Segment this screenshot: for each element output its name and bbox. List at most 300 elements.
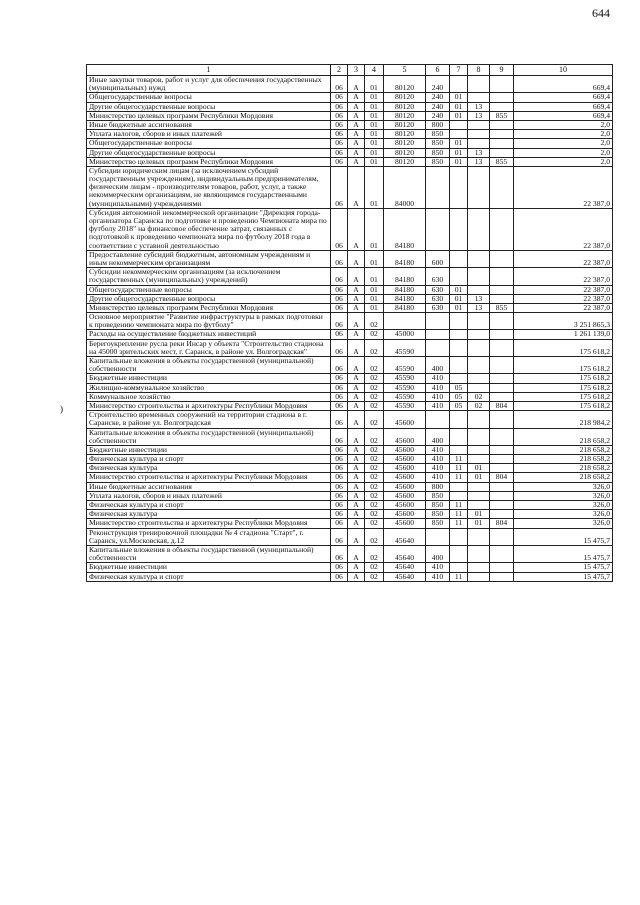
code-ministry-cell	[490, 563, 514, 572]
row-name-cell: Иные бюджетные ассигнования	[87, 482, 331, 491]
row-name-cell: Министерство строительства и архитектуры Республики Мордовия	[87, 401, 331, 410]
row-name-cell: Капитальные вложения в объекты государственной (муниципальной) собственности	[87, 428, 331, 445]
code-expense-type-cell	[426, 330, 450, 339]
code-subsection-cell	[468, 313, 490, 330]
code-section-cell: 01	[450, 102, 468, 111]
code-section-cell	[450, 166, 468, 208]
table-row	[87, 120, 613, 129]
code-event-cell: 02	[365, 313, 384, 330]
page-number: 644	[592, 6, 610, 20]
row-name-cell: Бюджетные инвестиции	[87, 445, 331, 454]
amount-cell: 22 387,0	[514, 268, 613, 285]
amount-cell: 15 475,7	[514, 563, 613, 572]
code-subsection-cell	[468, 93, 490, 102]
code-subsection-cell: 02	[468, 392, 490, 401]
code-subsection-cell: 13	[468, 148, 490, 157]
code-subsection-cell	[468, 166, 490, 208]
code-section-cell: 01	[450, 139, 468, 148]
row-name-cell: Берегоукрепление русла реки Инсар у объекта "Строительство стадиона на 45000 зрительских мест, г. Саранск, в районе ул. Волгоградская"	[87, 339, 331, 356]
code-ministry-cell	[490, 285, 514, 294]
code-section-cell	[450, 76, 468, 93]
code-event-cell: 02	[365, 455, 384, 464]
column-header: 8	[468, 65, 490, 76]
table-row	[87, 510, 613, 519]
code-event-cell: 02	[365, 519, 384, 528]
code-expense-type-cell: 410	[426, 473, 450, 482]
table-row	[87, 374, 613, 383]
code-event-cell: 02	[365, 572, 384, 581]
code-ministry-cell	[490, 330, 514, 339]
row-name-cell: Уплата налогов, сборов и иных платежей	[87, 491, 331, 500]
amount-cell: 326,0	[514, 482, 613, 491]
code-subprogram-cell: А	[348, 482, 365, 491]
code-expense-type-cell: 600	[426, 250, 450, 267]
table-row	[87, 285, 613, 294]
code-expense-type-cell	[426, 528, 450, 545]
code-direction-cell: 45600	[384, 445, 426, 454]
code-subprogram-cell: А	[348, 166, 365, 208]
code-subprogram-cell: А	[348, 250, 365, 267]
code-expense-type-cell	[426, 411, 450, 428]
code-subprogram-cell: А	[348, 330, 365, 339]
code-subprogram-cell: А	[348, 445, 365, 454]
code-program-cell: 06	[331, 401, 348, 410]
row-name-cell: Другие общегосударственные вопросы	[87, 294, 331, 303]
row-name-cell: Субсидии юридическим лицам (за исключением субсидий государственным учреждениям), индивидуальным предпринимателям, физическим лицам - производителям товаров, работ, услуг, а также некоммерческим организациям, не являющимся государственными (муниципальными) учреждениями	[87, 166, 331, 208]
code-program-cell: 06	[331, 313, 348, 330]
code-event-cell: 02	[365, 464, 384, 473]
code-event-cell: 02	[365, 510, 384, 519]
column-header: 6	[426, 65, 450, 76]
code-expense-type-cell: 800	[426, 120, 450, 129]
code-event-cell: 01	[365, 250, 384, 267]
table-row	[87, 303, 613, 312]
code-subsection-cell	[468, 130, 490, 139]
row-name-cell: Субсидии некоммерческим организациям (за исключением государственных (муниципальных) учреждений)	[87, 268, 331, 285]
code-section-cell: 01	[450, 93, 468, 102]
code-ministry-cell	[490, 464, 514, 473]
code-event-cell: 01	[365, 130, 384, 139]
code-program-cell: 06	[331, 250, 348, 267]
amount-cell: 3 251 865,3	[514, 313, 613, 330]
code-program-cell: 06	[331, 148, 348, 157]
row-name-cell: Министерство целевых программ Республики Мордовия	[87, 157, 331, 166]
row-name-cell: Физическая культура и спорт	[87, 572, 331, 581]
code-expense-type-cell: 410	[426, 374, 450, 383]
row-name-cell: Капитальные вложения в объекты государственной (муниципальной) собственности	[87, 357, 331, 374]
code-expense-type-cell: 410	[426, 445, 450, 454]
code-expense-type-cell: 850	[426, 157, 450, 166]
code-program-cell: 06	[331, 339, 348, 356]
amount-cell: 218 658,2	[514, 445, 613, 454]
code-event-cell: 01	[365, 76, 384, 93]
code-program-cell: 06	[331, 428, 348, 445]
code-ministry-cell	[490, 428, 514, 445]
code-subprogram-cell: А	[348, 383, 365, 392]
code-direction-cell: 84180	[384, 208, 426, 250]
row-name-cell: Физическая культура и спорт	[87, 501, 331, 510]
amount-cell: 1 261 139,0	[514, 330, 613, 339]
amount-cell: 326,0	[514, 510, 613, 519]
amount-cell: 669,4	[514, 76, 613, 93]
code-direction-cell: 45590	[384, 374, 426, 383]
code-section-cell	[450, 120, 468, 129]
code-program-cell: 06	[331, 392, 348, 401]
code-subsection-cell	[468, 501, 490, 510]
row-name-cell: Другие общегосударственные вопросы	[87, 148, 331, 157]
code-subprogram-cell: А	[348, 313, 365, 330]
code-section-cell: 01	[450, 294, 468, 303]
code-direction-cell: 80120	[384, 157, 426, 166]
code-ministry-cell	[490, 383, 514, 392]
table-header-row	[87, 65, 613, 76]
code-program-cell: 06	[331, 445, 348, 454]
code-program-cell: 06	[331, 357, 348, 374]
code-section-cell: 01	[450, 303, 468, 312]
code-subsection-cell	[468, 339, 490, 356]
amount-cell: 22 387,0	[514, 285, 613, 294]
amount-cell: 218 984,2	[514, 411, 613, 428]
code-section-cell: 05	[450, 392, 468, 401]
amount-cell: 175 618,2	[514, 357, 613, 374]
code-section-cell: 05	[450, 383, 468, 392]
code-section-cell: 11	[450, 519, 468, 528]
code-expense-type-cell: 850	[426, 491, 450, 500]
code-direction-cell: 45600	[384, 501, 426, 510]
code-subsection-cell	[468, 491, 490, 500]
table-row	[87, 130, 613, 139]
code-expense-type-cell: 630	[426, 268, 450, 285]
code-subsection-cell	[468, 250, 490, 267]
code-subprogram-cell: А	[348, 572, 365, 581]
code-section-cell	[450, 563, 468, 572]
code-program-cell: 06	[331, 139, 348, 148]
code-direction-cell: 80120	[384, 93, 426, 102]
code-subsection-cell	[468, 445, 490, 454]
code-subsection-cell: 01	[468, 464, 490, 473]
code-section-cell	[450, 250, 468, 267]
code-direction-cell: 45590	[384, 392, 426, 401]
column-header: 4	[365, 65, 384, 76]
code-program-cell: 06	[331, 268, 348, 285]
code-direction-cell: 45600	[384, 510, 426, 519]
code-expense-type-cell: 410	[426, 563, 450, 572]
code-subsection-cell	[468, 120, 490, 129]
code-ministry-cell	[490, 455, 514, 464]
code-subsection-cell	[468, 572, 490, 581]
code-expense-type-cell	[426, 166, 450, 208]
code-program-cell: 06	[331, 294, 348, 303]
code-direction-cell: 45590	[384, 357, 426, 374]
code-subprogram-cell: А	[348, 455, 365, 464]
amount-cell: 326,0	[514, 501, 613, 510]
code-direction-cell: 45600	[384, 519, 426, 528]
margin-mark: )	[60, 404, 63, 414]
code-subsection-cell: 01	[468, 473, 490, 482]
code-event-cell: 01	[365, 294, 384, 303]
code-expense-type-cell: 410	[426, 383, 450, 392]
row-name-cell: Общегосударственные вопросы	[87, 285, 331, 294]
code-event-cell: 02	[365, 545, 384, 562]
code-expense-type-cell: 410	[426, 572, 450, 581]
code-expense-type-cell: 240	[426, 93, 450, 102]
code-direction-cell: 45640	[384, 572, 426, 581]
code-subprogram-cell: А	[348, 428, 365, 445]
code-direction-cell: 45600	[384, 455, 426, 464]
code-section-cell: 11	[450, 455, 468, 464]
code-subsection-cell: 13	[468, 157, 490, 166]
table-row	[87, 445, 613, 454]
code-program-cell: 06	[331, 102, 348, 111]
row-name-cell: Уплата налогов, сборов и иных платежей	[87, 130, 331, 139]
code-subsection-cell	[468, 330, 490, 339]
code-subprogram-cell: А	[348, 392, 365, 401]
code-event-cell: 02	[365, 383, 384, 392]
table-row	[87, 76, 613, 93]
code-event-cell: 02	[365, 482, 384, 491]
code-expense-type-cell: 850	[426, 148, 450, 157]
code-subsection-cell	[468, 411, 490, 428]
amount-cell: 15 475,7	[514, 528, 613, 545]
table-row	[87, 357, 613, 374]
code-program-cell: 06	[331, 572, 348, 581]
code-event-cell: 02	[365, 357, 384, 374]
amount-cell: 22 387,0	[514, 303, 613, 312]
code-subprogram-cell: А	[348, 93, 365, 102]
code-expense-type-cell: 400	[426, 357, 450, 374]
code-subprogram-cell: А	[348, 148, 365, 157]
row-name-cell: Министерство строительства и архитектуры Республики Мордовия	[87, 473, 331, 482]
code-subprogram-cell: А	[348, 208, 365, 250]
code-direction-cell: 80120	[384, 76, 426, 93]
code-direction-cell: 45640	[384, 563, 426, 572]
code-program-cell: 06	[331, 330, 348, 339]
table-row	[87, 411, 613, 428]
table-row	[87, 464, 613, 473]
code-direction-cell: 45600	[384, 428, 426, 445]
row-name-cell: Общегосударственные вопросы	[87, 93, 331, 102]
amount-cell: 2,0	[514, 157, 613, 166]
table-row	[87, 482, 613, 491]
code-subsection-cell	[468, 374, 490, 383]
code-expense-type-cell: 240	[426, 76, 450, 93]
code-subsection-cell	[468, 139, 490, 148]
amount-cell: 2,0	[514, 130, 613, 139]
code-ministry-cell	[490, 130, 514, 139]
code-ministry-cell: 855	[490, 111, 514, 120]
code-event-cell: 02	[365, 339, 384, 356]
column-header: 2	[331, 65, 348, 76]
code-expense-type-cell: 240	[426, 102, 450, 111]
row-name-cell: Предоставление субсидий бюджетным, автономным учреждениям и иным некоммерческим организациям	[87, 250, 331, 267]
row-name-cell: Жилищно-коммунальное хозяйство	[87, 383, 331, 392]
code-direction-cell: 84000	[384, 166, 426, 208]
code-ministry-cell	[490, 208, 514, 250]
amount-cell: 2,0	[514, 139, 613, 148]
amount-cell: 218 658,2	[514, 464, 613, 473]
code-ministry-cell: 804	[490, 401, 514, 410]
code-subprogram-cell: А	[348, 303, 365, 312]
amount-cell: 15 475,7	[514, 545, 613, 562]
code-program-cell: 06	[331, 157, 348, 166]
code-expense-type-cell: 850	[426, 130, 450, 139]
row-name-cell: Коммунальное хозяйство	[87, 392, 331, 401]
code-ministry-cell	[490, 545, 514, 562]
code-subsection-cell	[468, 285, 490, 294]
code-event-cell: 01	[365, 285, 384, 294]
table-row	[87, 501, 613, 510]
code-section-cell: 01	[450, 157, 468, 166]
code-ministry-cell	[490, 392, 514, 401]
code-ministry-cell	[490, 120, 514, 129]
code-section-cell: 11	[450, 464, 468, 473]
code-ministry-cell	[490, 491, 514, 500]
code-program-cell: 06	[331, 374, 348, 383]
code-expense-type-cell: 410	[426, 392, 450, 401]
code-ministry-cell	[490, 76, 514, 93]
code-subsection-cell: 13	[468, 303, 490, 312]
code-direction-cell: 45600	[384, 473, 426, 482]
code-event-cell: 02	[365, 374, 384, 383]
code-event-cell: 02	[365, 392, 384, 401]
code-section-cell	[450, 445, 468, 454]
code-program-cell: 06	[331, 303, 348, 312]
code-subprogram-cell: А	[348, 76, 365, 93]
code-section-cell: 05	[450, 401, 468, 410]
code-ministry-cell	[490, 250, 514, 267]
code-section-cell	[450, 330, 468, 339]
code-ministry-cell	[490, 411, 514, 428]
table-row	[87, 428, 613, 445]
code-subsection-cell	[468, 357, 490, 374]
code-ministry-cell: 855	[490, 157, 514, 166]
code-ministry-cell	[490, 482, 514, 491]
code-expense-type-cell	[426, 208, 450, 250]
code-section-cell	[450, 482, 468, 491]
code-section-cell	[450, 411, 468, 428]
code-ministry-cell: 855	[490, 303, 514, 312]
code-event-cell: 02	[365, 411, 384, 428]
code-section-cell	[450, 357, 468, 374]
code-program-cell: 06	[331, 519, 348, 528]
column-header: 1	[87, 65, 331, 76]
table-row	[87, 545, 613, 562]
code-section-cell	[450, 313, 468, 330]
amount-cell: 669,4	[514, 111, 613, 120]
row-name-cell: Министерство целевых программ Республики Мордовия	[87, 303, 331, 312]
table-row	[87, 572, 613, 581]
code-event-cell: 01	[365, 148, 384, 157]
table-row	[87, 166, 613, 208]
column-header: 3	[348, 65, 365, 76]
code-subprogram-cell: А	[348, 120, 365, 129]
code-program-cell: 06	[331, 501, 348, 510]
code-event-cell: 02	[365, 491, 384, 500]
code-event-cell: 01	[365, 120, 384, 129]
code-subprogram-cell: А	[348, 519, 365, 528]
code-event-cell: 02	[365, 563, 384, 572]
code-expense-type-cell: 410	[426, 455, 450, 464]
code-subsection-cell: 01	[468, 519, 490, 528]
code-subsection-cell	[468, 545, 490, 562]
table-row	[87, 157, 613, 166]
row-name-cell: Расходы на осуществление бюджетных инвестиций	[87, 330, 331, 339]
code-ministry-cell: 804	[490, 519, 514, 528]
amount-cell: 218 658,2	[514, 455, 613, 464]
code-event-cell: 01	[365, 93, 384, 102]
amount-cell: 175 618,2	[514, 339, 613, 356]
column-header: 10	[514, 65, 613, 76]
code-expense-type-cell: 800	[426, 482, 450, 491]
column-header: 9	[490, 65, 514, 76]
code-subsection-cell	[468, 563, 490, 572]
table-row	[87, 313, 613, 330]
code-event-cell: 01	[365, 208, 384, 250]
code-direction-cell: 45640	[384, 545, 426, 562]
code-direction-cell: 45590	[384, 401, 426, 410]
code-section-cell	[450, 491, 468, 500]
code-subsection-cell	[468, 482, 490, 491]
code-section-cell: 11	[450, 510, 468, 519]
code-subsection-cell	[468, 208, 490, 250]
table-row	[87, 111, 613, 120]
row-name-cell: Другие общегосударственные вопросы	[87, 102, 331, 111]
code-event-cell: 02	[365, 330, 384, 339]
code-subprogram-cell: А	[348, 102, 365, 111]
amount-cell: 22 387,0	[514, 166, 613, 208]
code-direction-cell: 45590	[384, 339, 426, 356]
code-program-cell: 06	[331, 120, 348, 129]
code-event-cell: 02	[365, 528, 384, 545]
code-event-cell: 01	[365, 139, 384, 148]
code-direction-cell: 80120	[384, 130, 426, 139]
code-program-cell: 06	[331, 93, 348, 102]
amount-cell: 175 618,2	[514, 401, 613, 410]
code-program-cell: 06	[331, 76, 348, 93]
code-program-cell: 06	[331, 111, 348, 120]
code-section-cell	[450, 545, 468, 562]
code-program-cell: 06	[331, 285, 348, 294]
code-expense-type-cell: 410	[426, 464, 450, 473]
code-section-cell	[450, 374, 468, 383]
code-subprogram-cell: А	[348, 294, 365, 303]
code-program-cell: 06	[331, 482, 348, 491]
code-event-cell: 02	[365, 501, 384, 510]
code-subprogram-cell: А	[348, 285, 365, 294]
code-direction-cell: 84180	[384, 285, 426, 294]
code-expense-type-cell: 410	[426, 401, 450, 410]
row-name-cell: Основное мероприятие "Развитие инфраструктуры в рамках подготовки к проведению чемпионата мира по футболу"	[87, 313, 331, 330]
code-expense-type-cell: 630	[426, 303, 450, 312]
code-subsection-cell: 01	[468, 510, 490, 519]
code-expense-type-cell: 850	[426, 510, 450, 519]
code-subprogram-cell: А	[348, 545, 365, 562]
table-row	[87, 294, 613, 303]
code-program-cell: 06	[331, 491, 348, 500]
code-section-cell	[450, 339, 468, 356]
code-subprogram-cell: А	[348, 268, 365, 285]
code-expense-type-cell: 630	[426, 285, 450, 294]
table-row	[87, 93, 613, 102]
row-name-cell: Министерство строительства и архитектуры Республики Мордовия	[87, 519, 331, 528]
code-ministry-cell	[490, 510, 514, 519]
table-row	[87, 208, 613, 250]
code-direction-cell: 45590	[384, 383, 426, 392]
code-event-cell: 01	[365, 268, 384, 285]
table-row	[87, 491, 613, 500]
table-row	[87, 339, 613, 356]
amount-cell: 326,0	[514, 491, 613, 500]
